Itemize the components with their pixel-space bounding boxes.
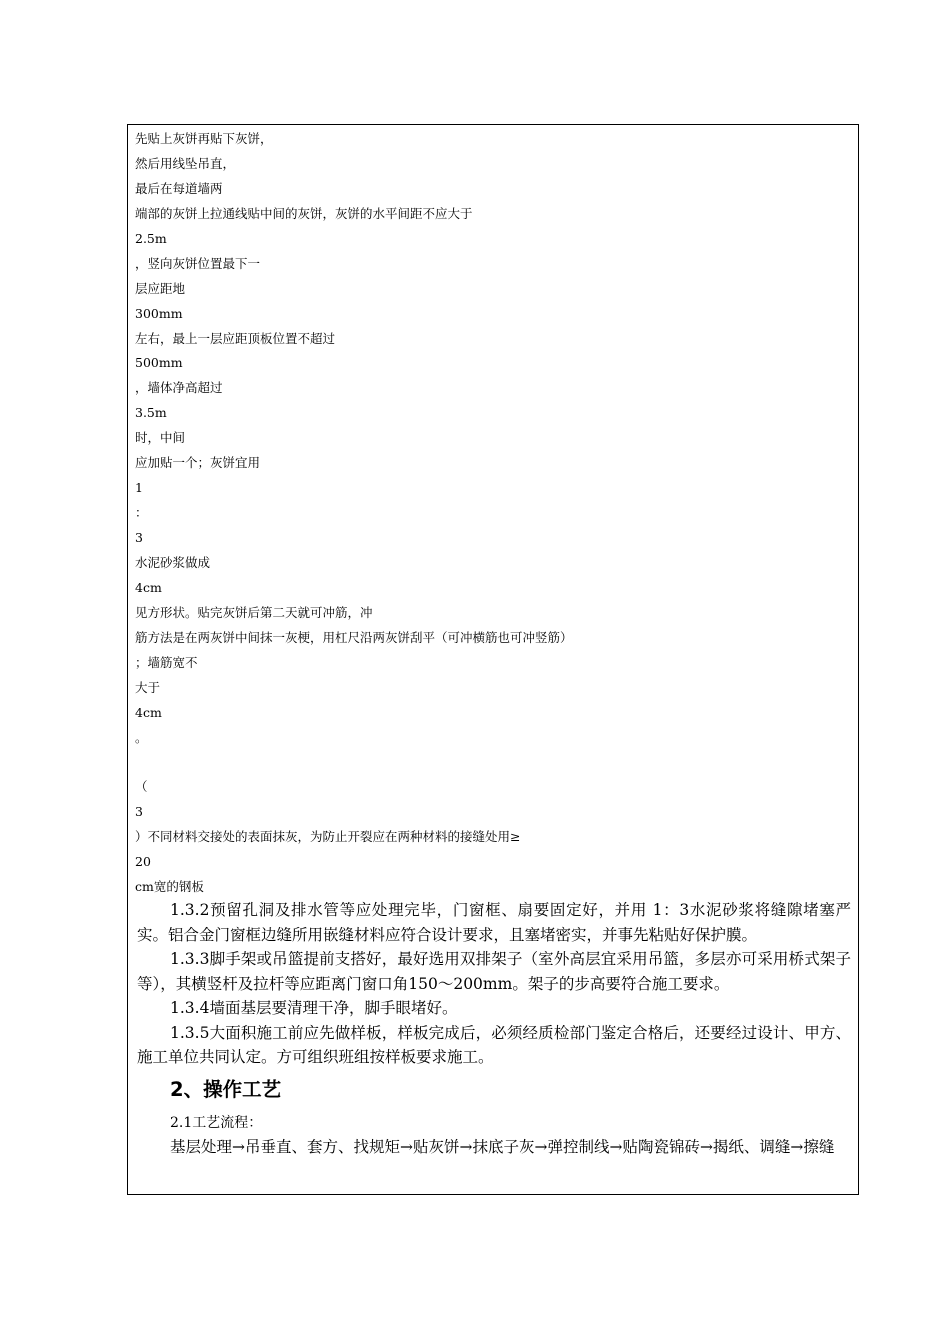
text-line: 300mm: [135, 305, 183, 321]
text-line: cm宽的钢板: [135, 879, 204, 895]
subsection-heading: 2.1工艺流程：: [170, 1114, 263, 1131]
text-line: 端部的灰饼上拉通线贴中间的灰饼，灰饼的水平间距不应大于: [135, 205, 473, 221]
text-line: （: [135, 779, 148, 795]
text-line: 层应距地: [135, 280, 186, 296]
text-line: 。: [135, 729, 148, 745]
text-line: ）不同材料交接处的表面抹灰，为防止开裂应在两种材料的接缝处用≥: [135, 829, 521, 845]
text-line: 4cm: [135, 579, 162, 595]
text-line: 2.5m: [135, 230, 167, 246]
text-line: ：: [135, 505, 148, 521]
text-line: 3: [135, 804, 143, 820]
text-line: [135, 753, 855, 778]
paragraph-1-3-5: 1.3.5大面积施工前应先做样板，样板完成后，必须经质检部门鉴定合格后，还要经过设计、甲方、施工单位共同认定。方可组织班组按样板要求施工。: [137, 1023, 851, 1066]
text-line: ，竖向灰饼位置最下一: [135, 255, 261, 271]
fragment-text-block: [135, 130, 855, 903]
paragraph-1-3-3: 1.3.3脚手架或吊篮提前支搭好，最好选用双排架子（室外高层宜采用吊篮，多层亦可采用桥式架子等），其横竖杆及拉杆等应距离门窗口角150～200mm。架子的步高要符合施工要求。: [137, 950, 851, 993]
text-line: 水泥砂浆做成: [135, 554, 211, 570]
text-line: 3.5m: [135, 405, 167, 421]
text-line: 4cm: [135, 704, 162, 720]
paragraph-1-3-4: 1.3.4墙面基层要清理干净，脚手眼堵好。: [170, 999, 458, 1017]
text-line: ，墙体净高超过: [135, 380, 223, 396]
paragraph-1-3-2: 1.3.2预留孔洞及排水管等应处理完毕，门窗框、扇要固定好，并用 1：3水泥砂浆将缝隙堵塞严实。铝合金门窗框边缝所用嵌缝材料应符合设计要求，且塞堵密实，并事先粘贴好保护膜。: [137, 901, 851, 944]
main-body-text: [137, 898, 851, 1159]
text-line: 大于: [135, 679, 161, 695]
text-line: 1: [135, 480, 143, 496]
text-line: 20: [135, 854, 151, 870]
section-heading: 2、操作工艺: [170, 1077, 282, 1101]
text-line: 时，中间: [135, 430, 186, 446]
text-line: ；墙筋宽不: [135, 654, 198, 670]
text-line: 500mm: [135, 355, 183, 371]
text-line: 然后用线坠吊直，: [135, 155, 236, 171]
text-line: 最后在每道墙两: [135, 180, 223, 196]
text-line: 左右，最上一层应距顶板位置不超过: [135, 330, 336, 346]
text-line: 先贴上灰饼再贴下灰饼，: [135, 131, 273, 146]
process-flow-text: 基层处理→吊垂直、套方、找规矩→贴灰饼→抹底子灰→弹控制线→贴陶瓷锦砖→揭纸、调缝→擦缝: [170, 1137, 835, 1156]
text-line: 见方形状。贴完灰饼后第二天就可冲筋，冲: [135, 604, 373, 620]
text-line: 3: [135, 530, 143, 545]
text-line: 筋方法是在两灰饼中间抹一灰梗，用杠尺沿两灰饼刮平（可冲横筋也可冲竖筋）: [135, 629, 573, 645]
text-line: 应加贴一个；灰饼宜用: [135, 455, 261, 471]
